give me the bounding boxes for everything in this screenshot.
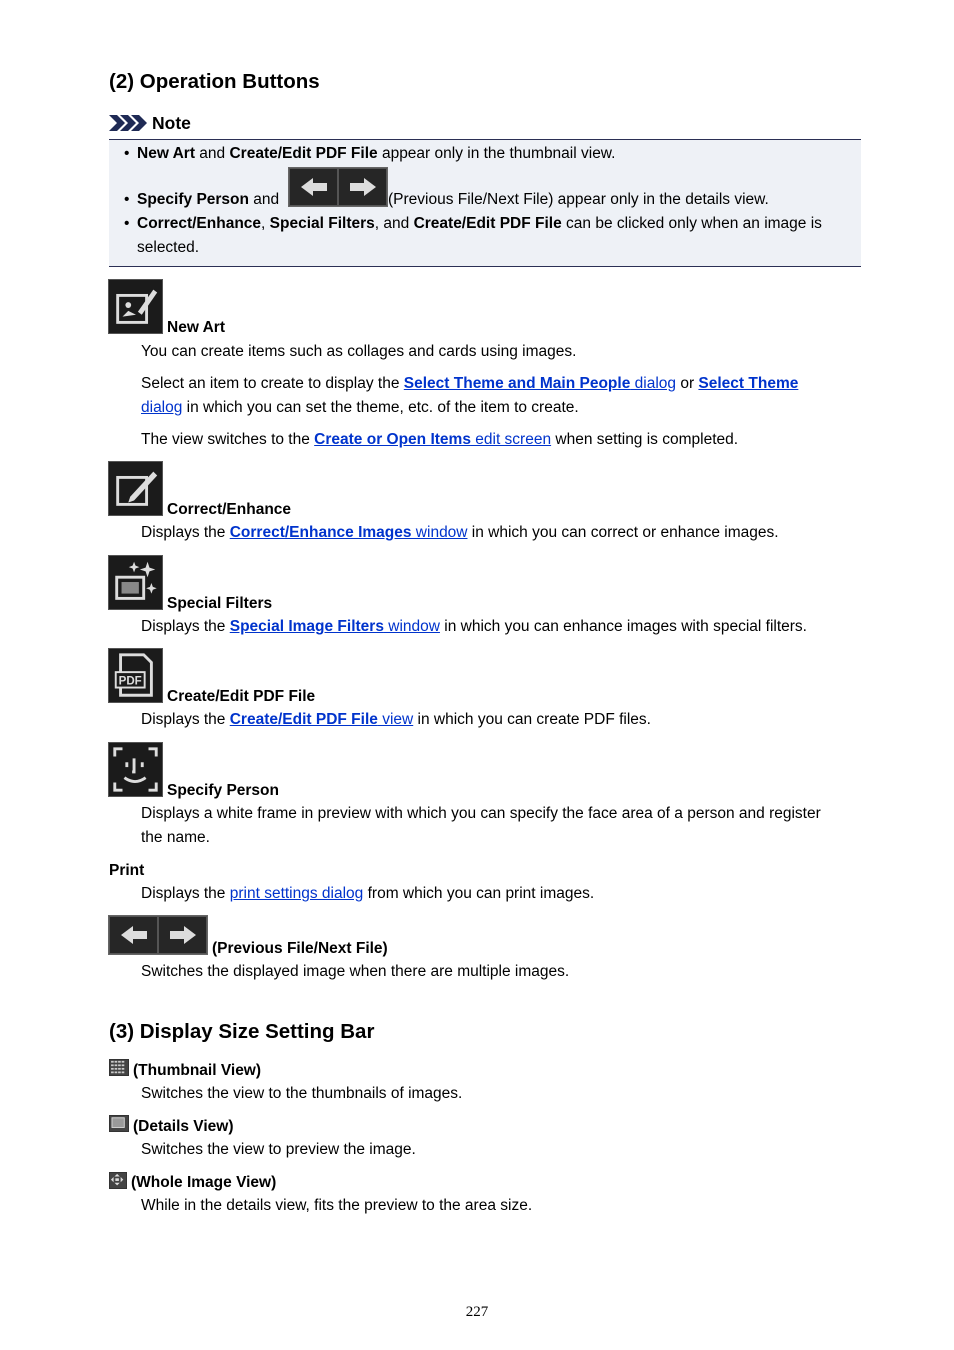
pdf-file-desc: Displays the Create/Edit PDF File view in which you can create PDF files. bbox=[141, 711, 651, 728]
page-number: 227 bbox=[465, 1304, 489, 1320]
new-art-desc-1: You can create items such as collages and cards using images. bbox=[141, 343, 577, 360]
arrow-right-icon bbox=[168, 925, 198, 945]
new-art-desc-3: dialog in which you can set the theme, etc. of the item to create. bbox=[141, 399, 579, 416]
prev-next-label: (Previous File/Next File) bbox=[212, 940, 388, 957]
section-heading-display-size: (3) Display Size Setting Bar bbox=[109, 1020, 375, 1043]
select-theme-main-people-link[interactable]: Select Theme and Main People dialog bbox=[403, 375, 677, 392]
whole-image-view-desc: While in the details view, fits the preview to the area size. bbox=[141, 1197, 533, 1214]
whole-image-view-icon[interactable] bbox=[109, 1172, 127, 1189]
previous-file-button[interactable] bbox=[109, 916, 158, 954]
whole-image-view-label: (Whole Image View) bbox=[131, 1174, 277, 1191]
section-heading-operation-buttons: (2) Operation Buttons bbox=[109, 70, 320, 93]
correct-enhance-images-link[interactable]: Correct/Enhance Images window bbox=[229, 524, 468, 541]
details-view-desc: Switches the view to preview the image. bbox=[141, 1141, 416, 1158]
create-edit-pdf-view-link[interactable]: Create/Edit PDF File view bbox=[229, 711, 414, 728]
correct-enhance-desc: Displays the Correct/Enhance Images window in which you can correct or enhance images. bbox=[141, 524, 779, 541]
pdf-file-label: Create/Edit PDF File bbox=[167, 688, 316, 705]
thumbnail-view-label: (Thumbnail View) bbox=[133, 1062, 262, 1079]
new-art-desc-4: The view switches to the Create or Open Items edit screen when setting is completed. bbox=[141, 431, 739, 448]
special-image-filters-link[interactable]: Special Image Filters window bbox=[229, 618, 440, 635]
new-art-desc-2: Select an item to create to display the Select Theme and Main People dialog or Select Theme bbox=[141, 375, 799, 392]
note-bullet-1: • New Art and Create/Edit PDF File appear only in the thumbnail view. bbox=[124, 142, 615, 166]
inline-prev-next-buttons bbox=[288, 167, 388, 207]
note-arrows-icon bbox=[109, 115, 148, 131]
pdf-file-icon[interactable] bbox=[108, 648, 163, 703]
correct-enhance-label: Correct/Enhance bbox=[167, 501, 292, 518]
specify-person-icon[interactable] bbox=[108, 742, 163, 797]
note-bullet-2: • Specify Person and bbox=[124, 188, 279, 212]
new-art-icon[interactable] bbox=[108, 279, 163, 334]
note-bullet-3-line2: selected. bbox=[137, 239, 200, 256]
note-title: Note bbox=[152, 112, 191, 133]
note-bullet-2-tail: (Previous File/Next File) appear only in the details view. bbox=[388, 191, 769, 208]
special-filters-desc: Displays the Special Image Filters window in which you can enhance images with special filters. bbox=[141, 618, 807, 635]
new-art-label: New Art bbox=[167, 319, 225, 336]
special-filters-icon[interactable] bbox=[108, 555, 163, 610]
print-label: Print bbox=[109, 862, 145, 879]
arrow-left-icon bbox=[119, 925, 149, 945]
specify-person-label: Specify Person bbox=[167, 782, 279, 799]
details-view-label: (Details View) bbox=[133, 1118, 234, 1135]
thumbnail-view-desc: Switches the view to the thumbnails of images. bbox=[141, 1085, 463, 1102]
create-open-items-link[interactable]: Create or Open Items edit screen bbox=[314, 431, 552, 448]
select-theme-link[interactable]: Select Theme bbox=[698, 375, 799, 392]
print-desc: Displays the print settings dialog from which you can print images. bbox=[141, 885, 595, 902]
arrow-left-icon bbox=[299, 177, 329, 197]
prev-next-buttons bbox=[108, 915, 208, 955]
special-filters-label: Special Filters bbox=[167, 595, 273, 612]
pdf-icon-text: PDF bbox=[118, 675, 142, 688]
select-theme-dialog-link[interactable]: dialog bbox=[141, 399, 183, 416]
correct-enhance-icon[interactable] bbox=[108, 461, 163, 516]
note-bullet-3: • Correct/Enhance, Special Filters, and Create/Edit PDF File can be clicked only when an image is bbox=[124, 212, 822, 236]
specify-person-desc-2: the name. bbox=[141, 829, 210, 846]
prev-next-desc: Switches the displayed image when there are multiple images. bbox=[141, 963, 570, 980]
details-view-icon[interactable] bbox=[109, 1115, 129, 1132]
thumbnail-view-icon[interactable] bbox=[109, 1059, 129, 1076]
arrow-right-icon bbox=[348, 177, 378, 197]
note-heading bbox=[109, 112, 191, 134]
next-file-button[interactable] bbox=[158, 916, 207, 954]
print-settings-dialog-link[interactable]: print settings dialog bbox=[229, 885, 364, 902]
specify-person-desc-1: Displays a white frame in preview with which you can specify the face area of a person and register bbox=[141, 805, 821, 822]
